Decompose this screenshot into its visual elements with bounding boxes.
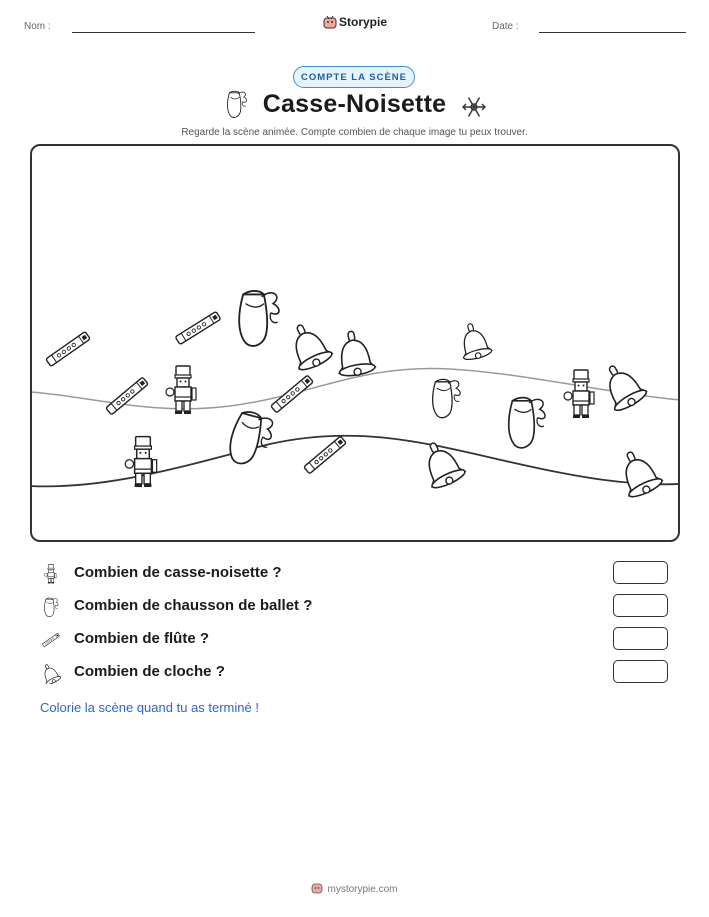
bell-4 <box>595 357 648 414</box>
brand-logo <box>323 14 393 32</box>
question-text: Combien de chausson de ballet ? <box>74 597 313 614</box>
name-line[interactable] <box>72 32 255 33</box>
bell-1 <box>283 318 334 374</box>
nutcracker-1 <box>166 366 196 414</box>
answer-box-flute[interactable] <box>613 627 668 650</box>
flute-1 <box>46 332 90 367</box>
question-ballet-shoe <box>38 594 678 620</box>
flute-2 <box>175 311 220 344</box>
date-label: Date : <box>492 21 519 32</box>
ballet-shoe-3 <box>433 379 461 417</box>
answer-box-ballet-shoe[interactable] <box>613 594 668 617</box>
storypie-footer-icon <box>311 882 323 894</box>
storypie-logo-icon <box>323 15 337 29</box>
nutcracker-2 <box>125 437 156 487</box>
question-text: Combien de cloche ? <box>74 663 225 680</box>
flute-icon <box>40 629 62 651</box>
ballet-shoe-1 <box>239 291 279 346</box>
question-text: Combien de casse-noisette ? <box>74 564 282 581</box>
answer-box-bell[interactable] <box>613 660 668 683</box>
date-line[interactable] <box>539 32 686 33</box>
nutcracker-icon <box>40 563 62 585</box>
scene-illustration <box>30 144 680 542</box>
flute-4 <box>271 375 314 413</box>
bell-2 <box>333 328 376 378</box>
page-title: Casse-Noisette <box>262 90 447 118</box>
activity-badge: COMPTE LA SCÈNE <box>293 66 415 88</box>
flute-5 <box>304 436 347 474</box>
question-text: Combien de flûte ? <box>74 630 209 647</box>
flute-3 <box>106 377 149 415</box>
name-label: Nom : <box>24 21 51 32</box>
ballet-shoe-2 <box>226 409 276 470</box>
bell-6 <box>613 445 664 501</box>
bell-icon <box>40 662 62 684</box>
coloring-instruction: Colorie la scène quand tu as terminé ! <box>40 700 259 715</box>
question-bell <box>38 660 678 686</box>
ballet-shoe-4 <box>509 398 545 448</box>
question-flute <box>38 627 678 653</box>
bell-3 <box>456 320 493 362</box>
scene-frame <box>30 144 680 542</box>
footer-url[interactable]: mystorypie.com <box>327 884 398 895</box>
brand-name: Storypie <box>339 15 388 29</box>
answer-box-nutcracker[interactable] <box>613 561 668 584</box>
question-nutcracker <box>38 561 678 587</box>
ballet-shoe-icon <box>40 596 62 618</box>
snowflake-icon <box>459 92 489 122</box>
footer <box>0 882 709 895</box>
instructions: Regarde la scène animée. Compte combien de chaque image tu peux trouver. <box>181 127 528 138</box>
nutcracker-3 <box>564 370 594 418</box>
